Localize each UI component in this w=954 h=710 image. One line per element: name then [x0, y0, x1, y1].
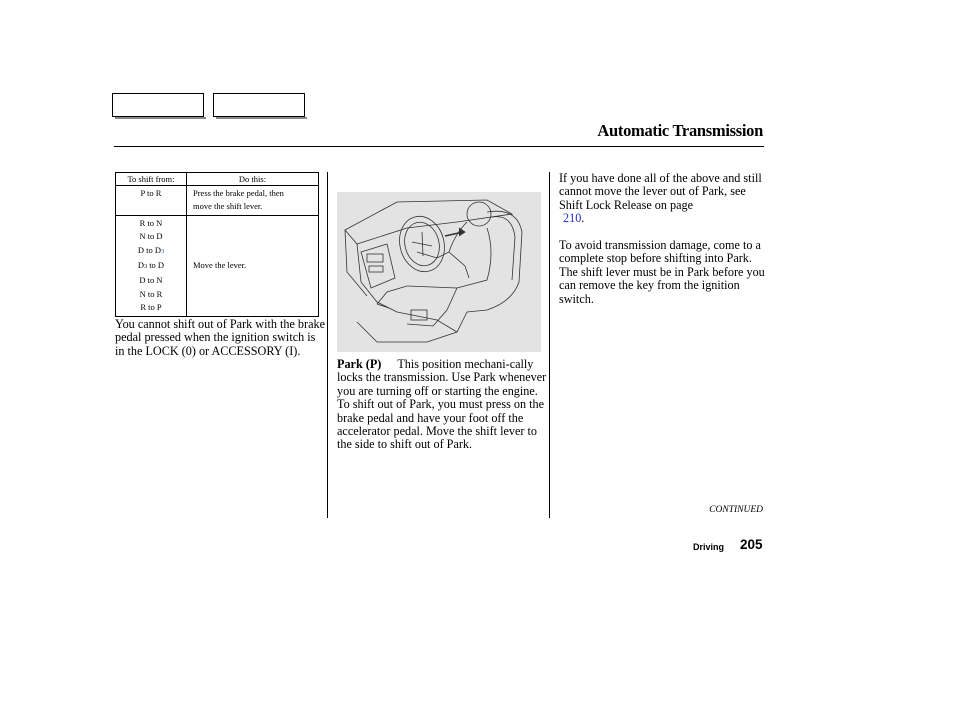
- driver-seat-illustration-icon: [337, 192, 541, 352]
- nav-tab-2[interactable]: [213, 93, 305, 117]
- from-value: N to R: [139, 288, 163, 299]
- page-title: Automatic Transmission: [597, 121, 763, 140]
- from-cell: [116, 215, 187, 316]
- from-value: P to R: [140, 188, 162, 198]
- from-value-main: D to D: [137, 244, 162, 255]
- column-divider-2: [549, 172, 550, 518]
- header-do: Do this:: [187, 173, 319, 186]
- park-heading: Park (P): [337, 357, 382, 371]
- continued-label: CONTINUED: [709, 505, 763, 515]
- action-cell: [187, 215, 319, 316]
- left-paragraph: You cannot shift out of Park with the brake pedal pressed when the ignition switch is in the LOCK (0) or ACCESSORY (I).: [115, 317, 325, 358]
- from-value: [116, 244, 186, 259]
- title-rule: [114, 146, 764, 147]
- nav-tab-1[interactable]: [112, 93, 204, 117]
- shift-table-header: [116, 173, 319, 186]
- from-value: R to P: [140, 302, 162, 313]
- action-line: Press the brake pedal, then: [193, 188, 284, 198]
- driver-illustration: [337, 192, 541, 352]
- action-line: Move the lever.: [193, 260, 247, 271]
- from-value-subscript: 3: [144, 264, 148, 271]
- shift-table: [115, 172, 319, 317]
- shift-lock-paragraph: [559, 172, 769, 226]
- page-number: 205: [740, 537, 763, 552]
- action-cell: [187, 186, 319, 216]
- from-value: D3 to D: [137, 260, 165, 271]
- action-line: move the shift lever.: [193, 201, 263, 212]
- section-name: Driving: [693, 542, 725, 552]
- park-text: This position mechani-cally locks the transmission. Use Park whenever you are turning off or starting the engine. To shift out of Park, you must press on the brake pedal and have your foot off the accelerator pedal. Move the shift lever to the side to shift out of Park.: [337, 357, 547, 452]
- from-value: D to N: [139, 275, 163, 286]
- shift-lock-end: .: [581, 211, 585, 226]
- table-row: [116, 215, 319, 316]
- from-value-subscript: 3: [161, 248, 165, 255]
- header-from: To shift from:: [116, 173, 187, 186]
- page-link[interactable]: 210: [563, 211, 582, 226]
- column-divider-1: [327, 172, 328, 518]
- transmission-damage-paragraph: To avoid transmission damage, come to a complete stop before shifting into Park. The shift lever must be in Park before you can remove the key from the ignition switch.: [559, 238, 765, 306]
- from-value: R to N: [139, 217, 163, 228]
- table-row: [116, 186, 319, 216]
- from-cell: [116, 186, 187, 216]
- park-paragraph: [337, 358, 547, 452]
- from-value-main: to D: [147, 260, 165, 271]
- from-value: N to D: [139, 231, 163, 242]
- shift-lock-text: If you have done all of the above and still cannot move the lever out of Park, see Shift Lock Release on page: [559, 171, 762, 212]
